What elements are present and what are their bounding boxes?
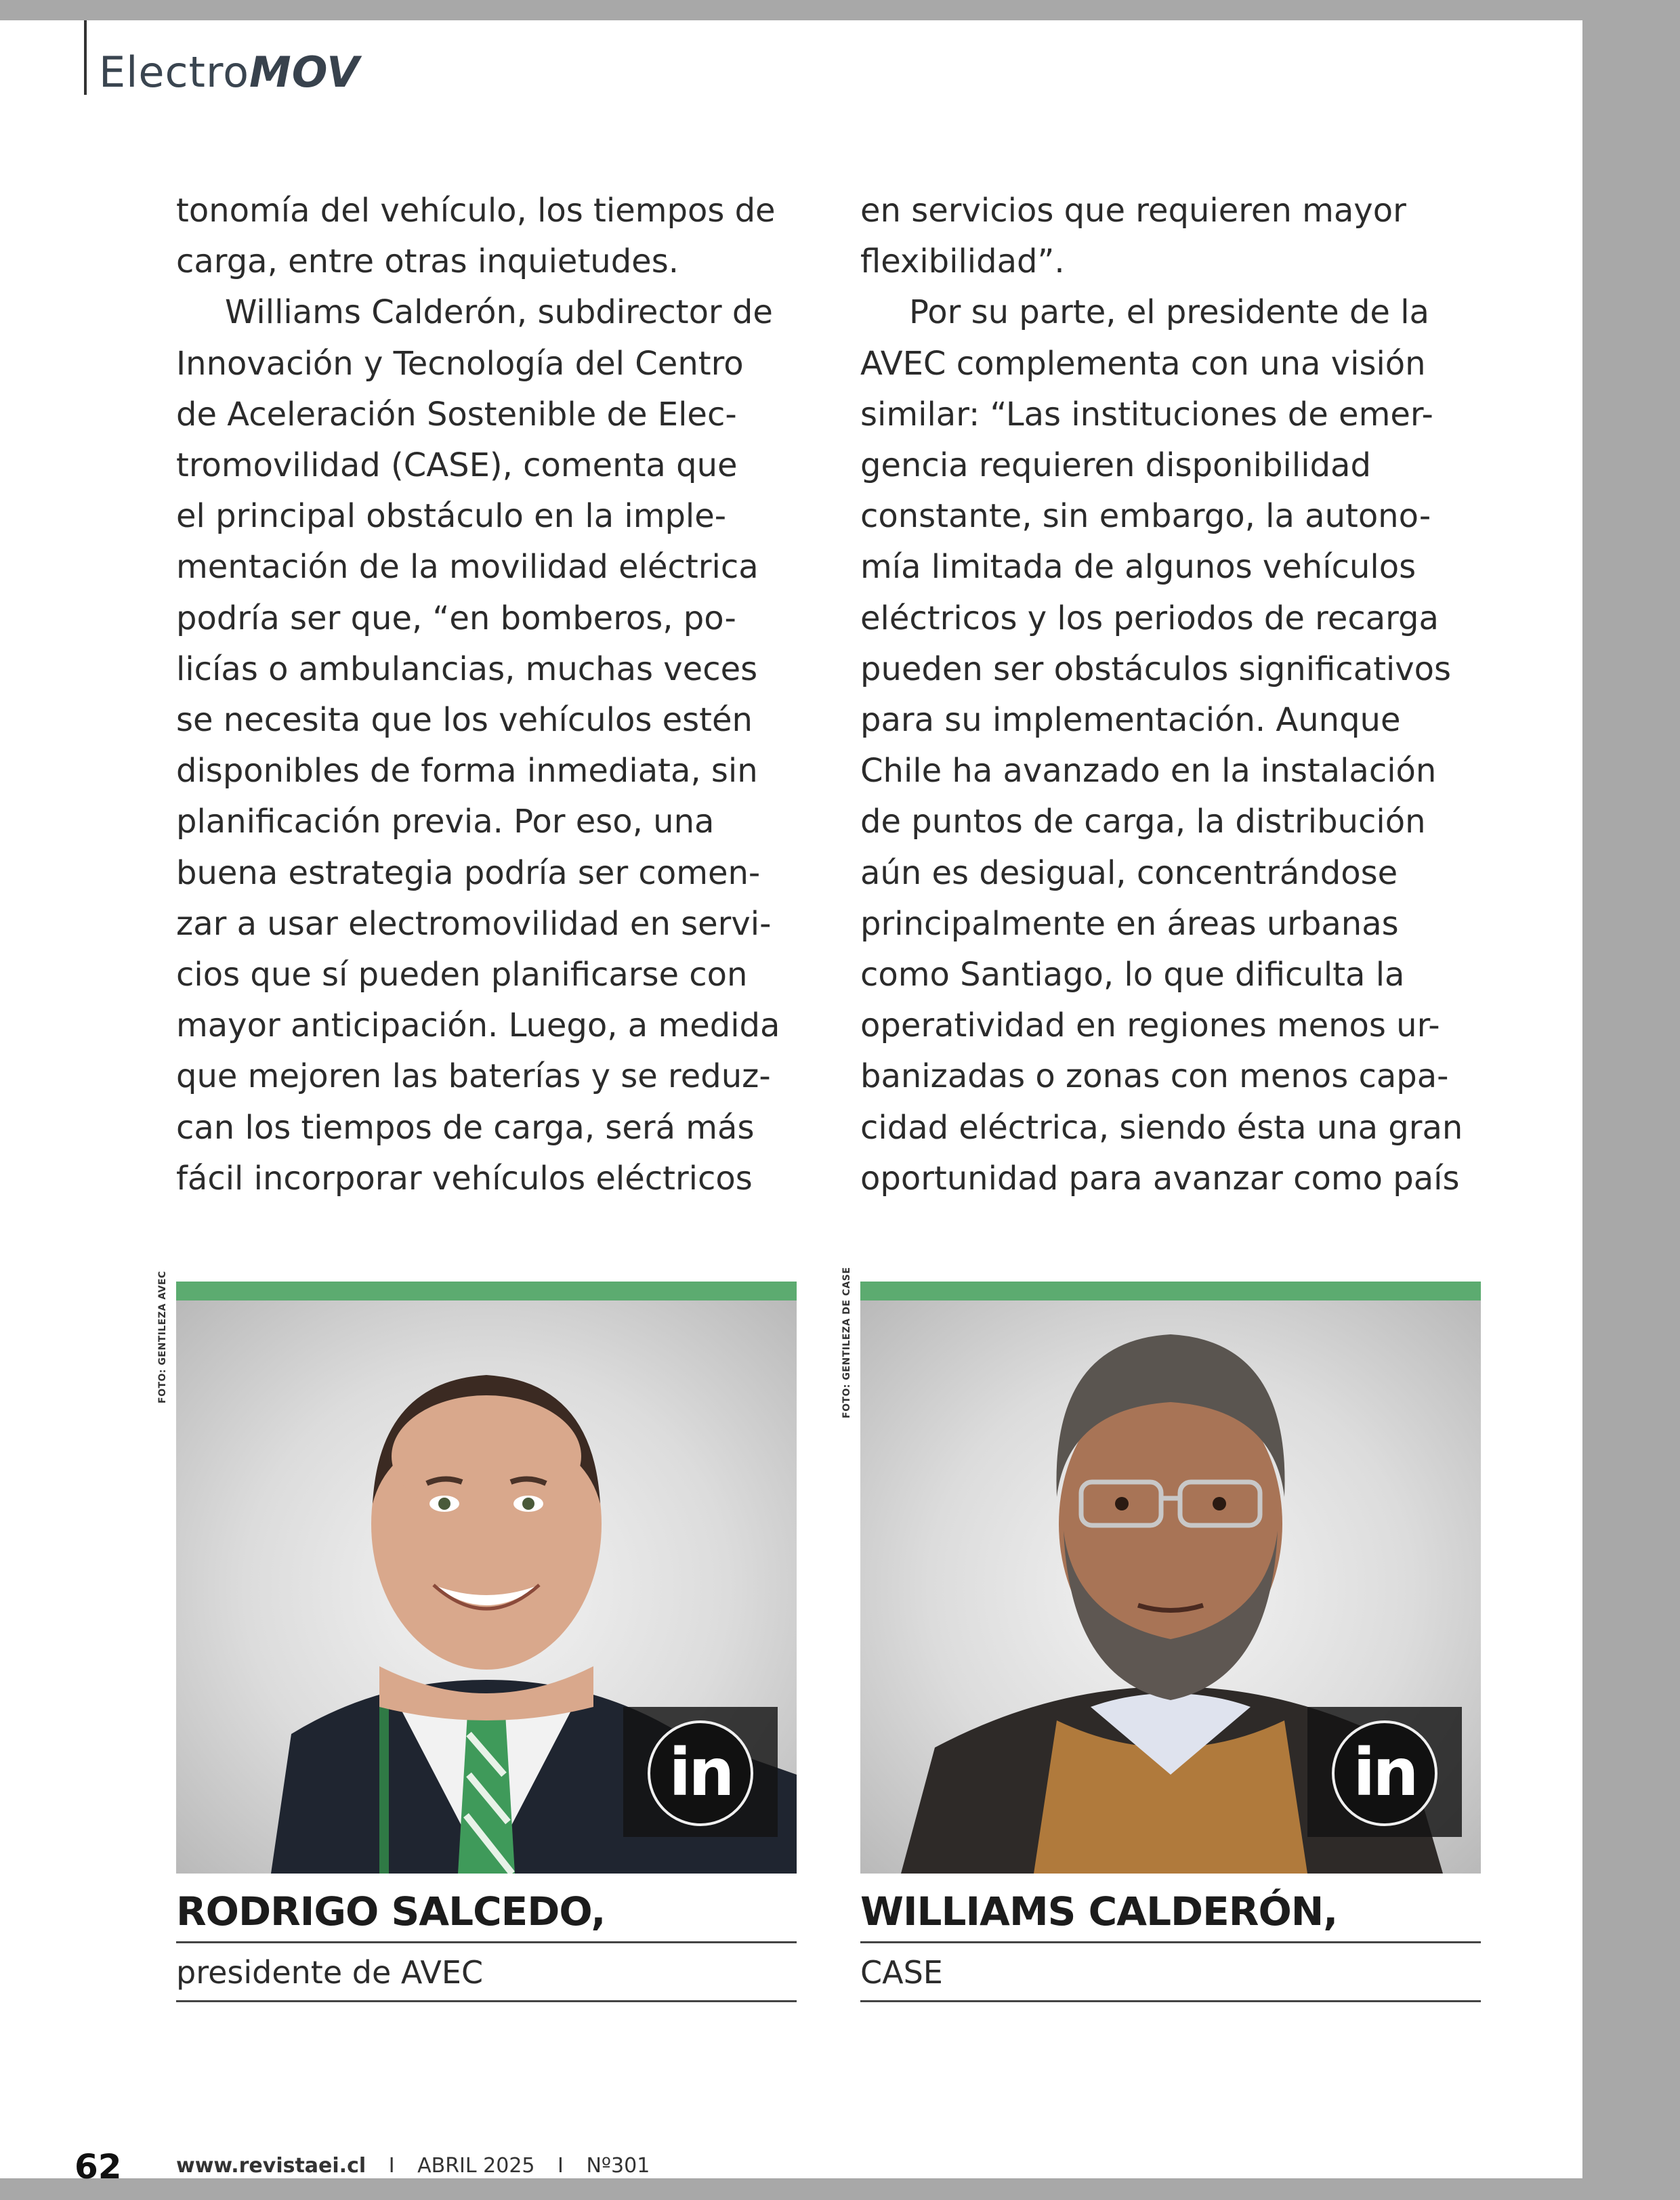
text-line: de puntos de carga, la distribución	[860, 803, 1426, 841]
section-brand	[99, 47, 360, 97]
text-line: en servicios que requieren mayor	[860, 192, 1406, 230]
text-line: similar: “Las instituciones de emer-	[860, 395, 1433, 433]
header-rule	[84, 20, 87, 95]
text-line: podría ser que, “en bomberos, po-	[176, 599, 736, 637]
photo-credit: FOTO: GENTILEZA AVEC	[157, 1271, 168, 1403]
article-column-left	[176, 186, 806, 1204]
linkedin-icon: in	[648, 1720, 753, 1826]
text-line: Innovación y Tecnología del Centro	[176, 344, 744, 383]
text-line: Williams Calderón, subdirector de	[225, 293, 773, 332]
text-line: mentación de la movilidad eléctrica	[176, 548, 759, 587]
text-line: can los tiempos de carga, será más	[176, 1108, 755, 1147]
portrait-photo	[860, 1300, 1481, 1874]
brand-bold-text: MOV	[249, 47, 360, 97]
portrait-photo	[176, 1300, 797, 1874]
profile-name: RODRIGO SALCEDO,	[176, 1888, 797, 1943]
text-line: mayor anticipación. Luego, a medida	[176, 1007, 780, 1045]
profile-card-calderon	[860, 1282, 1481, 2002]
photo-credit: FOTO: GENTILEZA DE CASE	[841, 1267, 852, 1418]
text-line: oportunidad para avanzar como país	[860, 1159, 1460, 1198]
text-line: constante, sin embargo, la autono-	[860, 497, 1431, 536]
text-line: para su implementación. Aunque	[860, 701, 1401, 740]
text-line: mía limitada de algunos vehículos	[860, 548, 1416, 587]
text-line: como Santiago, lo que dificulta la	[860, 956, 1405, 994]
text-line: flexibilidad”.	[860, 242, 1065, 281]
magazine-page	[0, 20, 1582, 2186]
text-line: eléctricos y los periodos de recarga	[860, 599, 1439, 637]
text-line: banizadas o zonas con menos capa-	[860, 1057, 1449, 1096]
footer-date: ABRIL 2025	[417, 2154, 535, 2178]
footer-url[interactable]: www.revistaei.cl	[176, 2154, 366, 2178]
footer-info	[176, 2154, 650, 2178]
footer-issue: Nº301	[586, 2154, 650, 2178]
text-line: carga, entre otras inquietudes.	[176, 242, 679, 281]
text-line: tonomía del vehículo, los tiempos de	[176, 192, 776, 230]
text-line: aún es desigual, concentrándose	[860, 853, 1398, 892]
text-line: planificación previa. Por eso, una	[176, 803, 715, 841]
text-line: Chile ha avanzado en la instalación	[860, 752, 1437, 790]
text-line: tromovilidad (CASE), comenta que	[176, 446, 738, 485]
text-line: cios que sí pueden planificarse con	[176, 956, 748, 994]
text-line: cidad eléctrica, siendo ésta una gran	[860, 1108, 1463, 1147]
text-line: zar a usar electromovilidad en servi-	[176, 904, 772, 943]
text-line: principalmente en áreas urbanas	[860, 904, 1399, 943]
text-line: de Aceleración Sostenible de Elec-	[176, 395, 737, 433]
linkedin-icon: in	[1332, 1720, 1437, 1826]
brand-light-text: Electro	[99, 47, 250, 97]
text-line: que mejoren las baterías y se reduz-	[176, 1057, 771, 1096]
text-line: operatividad en regiones menos ur-	[860, 1007, 1440, 1045]
profile-card-salcedo	[176, 1282, 797, 2002]
profile-name: WILLIAMS CALDERÓN,	[860, 1888, 1481, 1943]
text-line: licías o ambulancias, muchas veces	[176, 650, 758, 688]
article-column-right	[860, 186, 1490, 1204]
text-line: el principal obstáculo en la imple-	[176, 497, 727, 536]
profile-role: CASE	[860, 1943, 1481, 2002]
text-line: AVEC complementa con una visión	[860, 344, 1426, 383]
linkedin-button[interactable]	[1307, 1707, 1462, 1837]
text-line: gencia requieren disponibilidad	[860, 446, 1371, 485]
footer-separator: I	[558, 2154, 564, 2178]
page-number: 62	[75, 2147, 122, 2186]
text-line: Por su parte, el presidente de la	[909, 293, 1429, 332]
footer-separator: I	[388, 2154, 395, 2178]
text-line: pueden ser obstáculos significativos	[860, 650, 1452, 688]
linkedin-button[interactable]	[623, 1707, 778, 1837]
text-line: disponibles de forma inmediata, sin	[176, 752, 758, 790]
accent-bar	[860, 1282, 1481, 1300]
text-line: fácil incorporar vehículos eléctricos	[176, 1159, 753, 1198]
text-line: se necesita que los vehículos estén	[176, 701, 753, 740]
profile-role: presidente de AVEC	[176, 1943, 797, 2002]
text-line: buena estrategia podría ser comen-	[176, 853, 761, 892]
accent-bar	[176, 1282, 797, 1300]
